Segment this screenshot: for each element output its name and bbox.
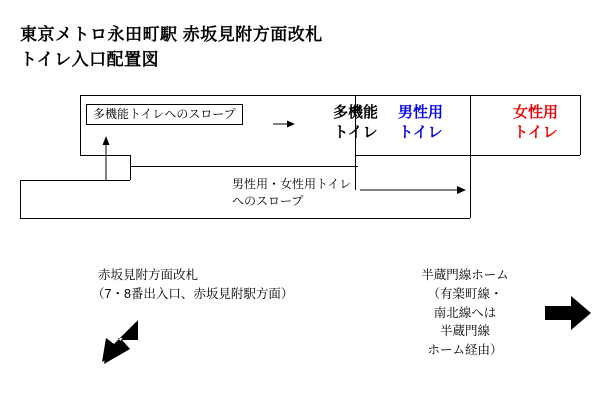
plan-wall-top [80, 95, 580, 96]
room-label-mens-line2: トイレ [398, 124, 443, 142]
caption-right-line4: 半蔵門線 [439, 324, 490, 339]
route-corridor-line [130, 166, 358, 167]
room-label-womens [488, 103, 583, 144]
caption-left-line1: 赤坂見附方面改札 [98, 268, 199, 282]
arrow-down-left-icon [92, 318, 144, 366]
caption-right-line5: ホーム経由） [427, 343, 503, 357]
route-corridor-drop [130, 166, 131, 180]
slope-to-multipurpose-label: 多機能トイレへのスロープ [86, 104, 243, 125]
page-title-line1: 東京メトロ永田町駅 赤坂見附方面改札 [20, 25, 323, 44]
plan-divider-mens-womens [470, 95, 471, 218]
slope-note-line2: へのスロープ [232, 193, 304, 208]
plan-wall-left [20, 180, 21, 218]
plan-divider-lower-left [355, 155, 356, 190]
slope-note-line1: 男性用・女性用トイレ [232, 177, 352, 191]
arrow-up-corridor-left-icon [100, 136, 112, 180]
arrow-right-to-mens-womens-icon [360, 183, 466, 197]
caption-left-line2: （7・8番出入口、赤坂見附駅方面） [92, 286, 294, 301]
room-label-womens-line1: 女性用 [512, 104, 558, 121]
plan-wall-bottom [20, 218, 470, 219]
plan-wall-multi-left [80, 95, 81, 155]
plan-wall-mid-right [355, 155, 580, 156]
caption-right-platform [395, 266, 535, 360]
room-label-mens-line1: 男性用 [397, 104, 443, 121]
caption-right-line1: 半蔵門線ホーム [421, 268, 509, 282]
slope-to-mens-womens-note [232, 176, 351, 210]
room-label-multipurpose-line1: 多機能 [332, 104, 378, 121]
caption-left-gate [92, 266, 293, 304]
page-title-line2: トイレ入口配置図 [20, 50, 160, 69]
room-label-multipurpose-line2: トイレ [333, 124, 378, 142]
room-label-womens-line2: トイレ [513, 124, 558, 142]
arrow-right-icon [545, 296, 591, 330]
room-label-mens [373, 103, 468, 144]
caption-right-line2: （有楽町線・ [427, 286, 503, 301]
plan-wall-corridor-top [20, 180, 130, 181]
caption-right-line3: 南北線へは [433, 305, 497, 320]
